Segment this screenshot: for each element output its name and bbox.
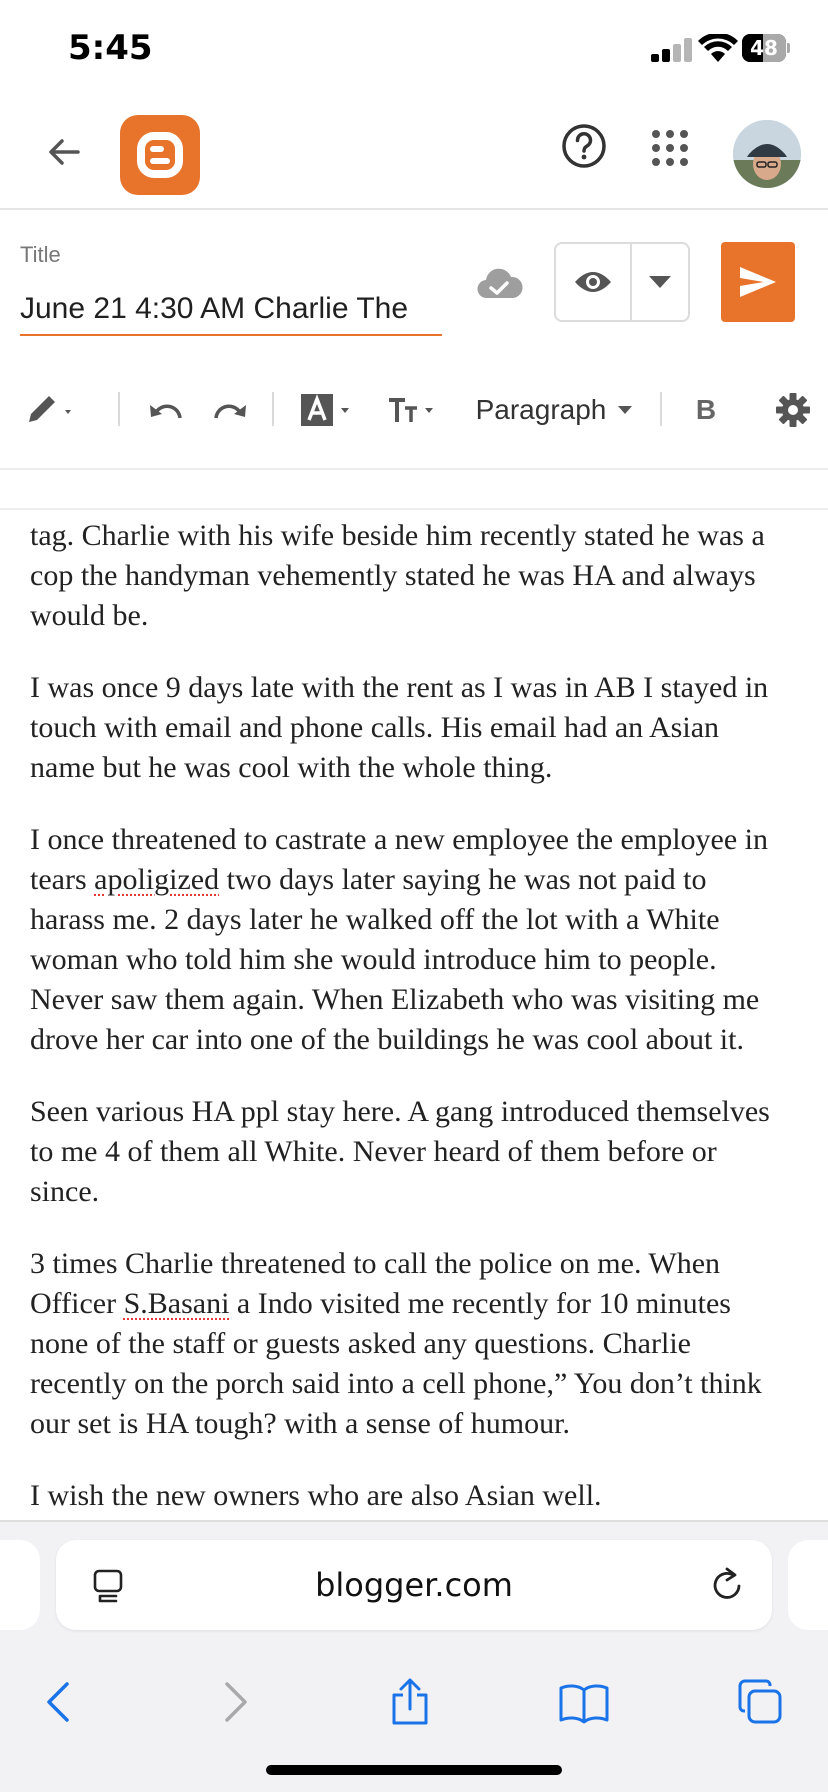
home-indicator[interactable] xyxy=(266,1765,562,1775)
post-title-row xyxy=(0,212,828,332)
text-line: drove her car into one of the buildings he was cool about it. xyxy=(30,1023,744,1056)
text-line: I was once 9 days late with the rent as I was in AB I stayed in xyxy=(30,671,769,704)
undo-icon xyxy=(147,397,185,423)
text-line: harass me. 2 days later he walked off the lot with a White xyxy=(30,903,720,936)
text-line: I wish the new owners who are also Asian well. xyxy=(30,1479,602,1512)
text-fragment: Officer xyxy=(30,1287,124,1320)
battery-icon xyxy=(742,34,790,62)
editor-content[interactable] xyxy=(30,516,822,1523)
paragraph xyxy=(30,1244,822,1444)
settings-icon xyxy=(775,392,811,428)
status-bar xyxy=(0,0,828,100)
paragraph-style-label: Paragraph xyxy=(475,394,607,425)
cloud-saved-icon xyxy=(474,264,524,304)
cellular-signal-icon xyxy=(651,38,693,62)
redo-button[interactable] xyxy=(208,382,252,438)
previous-tab-peek[interactable] xyxy=(0,1540,40,1630)
text-color-button[interactable] xyxy=(298,382,360,438)
browser-toolbar xyxy=(0,1520,828,1792)
bold-icon: B xyxy=(695,394,717,425)
paragraph-style-dropdown[interactable] xyxy=(470,382,638,438)
bookmarks-icon xyxy=(558,1680,610,1724)
preview-button[interactable] xyxy=(556,244,632,320)
text-line: cop the handyman vehemently stated he was HA and always xyxy=(30,559,756,592)
address-bar[interactable] xyxy=(56,1540,772,1630)
preview-group xyxy=(554,242,690,322)
browser-forward-button[interactable] xyxy=(206,1672,266,1732)
text-fragment: tears xyxy=(30,863,95,896)
toolbar-separator xyxy=(118,392,120,426)
arrow-left-icon xyxy=(44,132,84,172)
app-header xyxy=(0,100,828,210)
redo-icon xyxy=(211,397,249,423)
tabs-icon xyxy=(736,1678,784,1726)
text-line: name but he was cool with the whole thing. xyxy=(30,751,553,784)
caret-down-icon xyxy=(618,406,632,414)
text-line: Never saw them again. When Elizabeth who was visiting me xyxy=(30,983,760,1016)
tabs-button[interactable] xyxy=(730,1672,790,1732)
paragraph xyxy=(30,668,822,788)
reload-icon[interactable] xyxy=(708,1566,746,1604)
pencil-icon xyxy=(23,392,79,428)
send-icon xyxy=(738,265,778,299)
paragraph xyxy=(30,516,822,636)
undo-button[interactable] xyxy=(144,382,188,438)
text-line: our set is HA tough? with a sense of humour. xyxy=(30,1407,570,1440)
text-line: would be. xyxy=(30,599,149,632)
formatting-toolbar xyxy=(0,360,828,470)
bold-button[interactable] xyxy=(686,382,726,438)
eye-icon xyxy=(573,268,613,296)
paragraph xyxy=(30,1476,822,1516)
text-line: touch with email and phone calls. His email had an Asian xyxy=(30,711,720,744)
caret-down-icon xyxy=(649,276,671,288)
misspelled-word[interactable]: apoligized xyxy=(94,863,220,896)
browser-back-button[interactable] xyxy=(28,1672,88,1732)
back-button[interactable] xyxy=(40,128,88,176)
text-size-icon xyxy=(385,392,445,428)
publish-button[interactable] xyxy=(721,242,795,322)
text-line: 3 times Charlie threatened to call the police on me. When xyxy=(30,1247,721,1280)
text-line: woman who told him she would introduce him to people. xyxy=(30,943,717,976)
text-line: Seen various HA ppl stay here. A gang introduced themselves xyxy=(30,1095,770,1128)
next-tab-peek[interactable] xyxy=(788,1540,828,1630)
text-line: I once threatened to castrate a new employee the employee in xyxy=(30,823,768,856)
pencil-mode-button[interactable] xyxy=(18,382,84,438)
forward-arrow-icon xyxy=(221,1680,251,1724)
text-line: none of the staff or guests asked any questions. Charlie xyxy=(30,1327,691,1360)
bookmarks-button[interactable] xyxy=(554,1672,614,1732)
text-fragment: a Indo visited me recently for 10 minutes xyxy=(229,1287,731,1320)
browser-nav-row xyxy=(0,1652,828,1752)
toolbar-separator xyxy=(660,392,662,426)
text-size-button[interactable] xyxy=(384,382,446,438)
wifi-icon xyxy=(698,34,738,64)
misspelled-word[interactable]: S.Basani xyxy=(123,1287,230,1320)
preview-dropdown-button[interactable] xyxy=(632,244,688,320)
apps-grid-icon[interactable] xyxy=(650,128,690,168)
battery-level: 48 xyxy=(750,36,778,60)
paragraph xyxy=(30,1092,822,1212)
blogger-logo-icon[interactable] xyxy=(120,115,200,195)
share-icon xyxy=(388,1677,432,1727)
post-editor[interactable] xyxy=(0,508,828,1523)
settings-button[interactable] xyxy=(768,382,818,438)
url-text: blogger.com xyxy=(315,1566,513,1604)
text-line: recently on the porch said into a cell phone,” You don’t think xyxy=(30,1367,762,1400)
text-fragment: two days later saying he was not paid to xyxy=(219,863,707,896)
back-arrow-icon xyxy=(43,1680,73,1724)
title-input[interactable]: June 21 4:30 AM Charlie The xyxy=(20,288,442,336)
share-button[interactable] xyxy=(380,1672,440,1732)
toolbar-separator xyxy=(272,392,274,426)
title-label: Title xyxy=(20,242,61,267)
text-line: to me 4 of them all White. Never heard of them before or xyxy=(30,1135,717,1168)
text-line: tag. Charlie with his wife beside him recently stated he was a xyxy=(30,519,765,552)
text-color-icon xyxy=(299,392,359,428)
avatar[interactable] xyxy=(733,120,801,188)
status-time: 5:45 xyxy=(68,28,153,68)
text-line: since. xyxy=(30,1175,100,1208)
paragraph xyxy=(30,820,822,1060)
help-circle-icon[interactable] xyxy=(560,122,608,170)
